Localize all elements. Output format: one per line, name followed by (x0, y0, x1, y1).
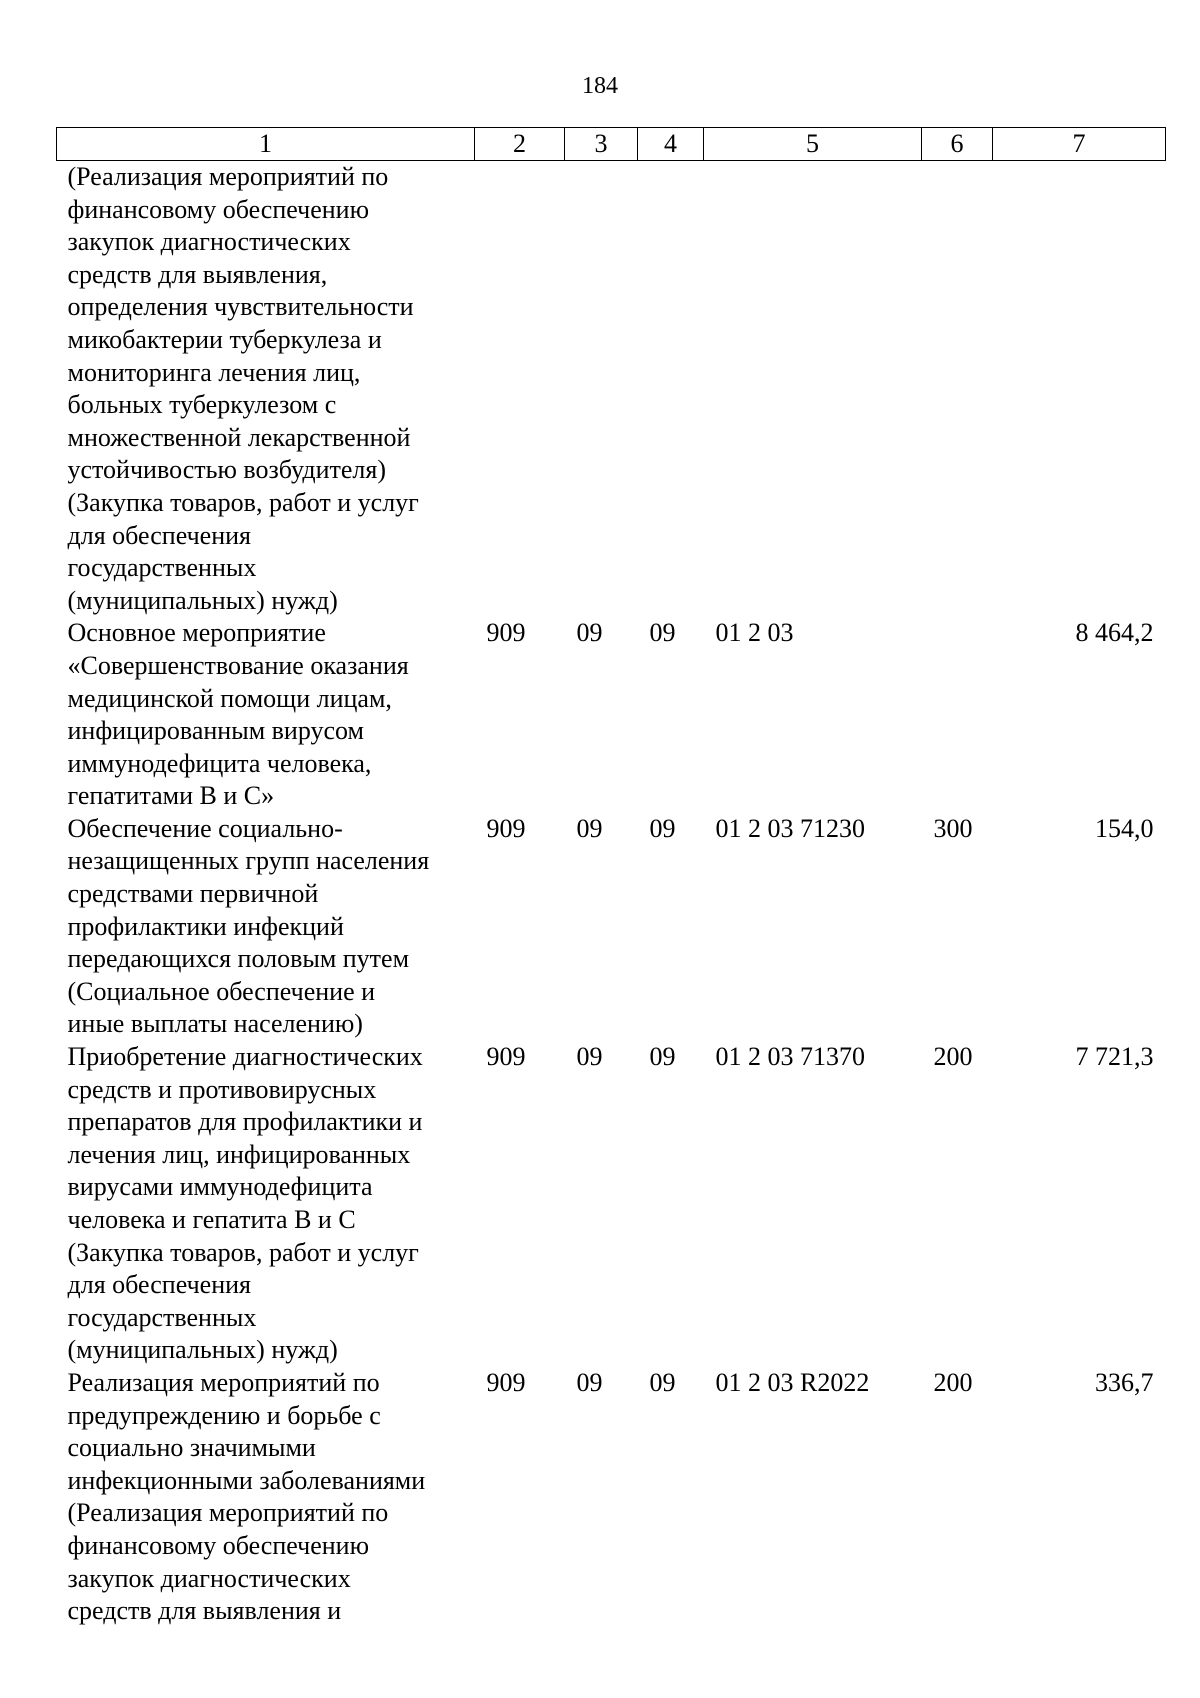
description-line: Обеспечение социально- (67, 813, 343, 843)
description-line: закупок диагностических (67, 227, 351, 257)
description-line: незащищенных групп населения (67, 846, 430, 876)
section-code: 09 (576, 618, 603, 648)
description-line: множественной лекарственной (67, 422, 411, 452)
section-code: 09 (576, 1367, 603, 1397)
description-line: мониторинга лечения лиц, (67, 357, 361, 387)
subsection-code: 09 (649, 1367, 676, 1397)
description-line: «Совершенствование оказания (67, 650, 409, 680)
target-article-code: 01 2 03 71370 (715, 1042, 865, 1072)
section-code: 09 (576, 1042, 603, 1072)
subsection-code: 09 (649, 618, 676, 648)
ministry-code: 909 (486, 1367, 526, 1397)
page-number: 184 (582, 73, 618, 99)
table-row (57, 1041, 1166, 1367)
subsection-code: 09 (649, 813, 676, 843)
description-line: гепатитами В и С» (67, 781, 275, 811)
description-line: (Закупка товаров, работ и услуг (67, 487, 419, 517)
header-col-7: 7 (993, 128, 1166, 161)
row-description (57, 1041, 475, 1367)
description-line: социально значимыми (67, 1433, 316, 1463)
expense-type-code (922, 617, 993, 813)
row-description (57, 161, 475, 618)
description-line: средств для выявления, (67, 259, 328, 289)
description-line: (муниципальных) нужд) (67, 585, 338, 615)
budget-table (56, 127, 1166, 1628)
description-line: (Социальное обеспечение и (67, 976, 376, 1006)
ministry-code (475, 161, 565, 618)
expense-type-code: 200 (933, 1367, 973, 1397)
expense-type-code: 300 (933, 813, 973, 843)
amount: 336,7 (1095, 1367, 1154, 1397)
description-line: (Реализация мероприятий по (67, 1498, 389, 1528)
description-line: определения чувствительности (67, 292, 414, 322)
header-col-6: 6 (922, 128, 993, 161)
ministry-code: 909 (486, 1042, 526, 1072)
description-line: (Закупка товаров, работ и услуг (67, 1237, 419, 1267)
header-col-4: 4 (638, 128, 704, 161)
amount: 154,0 (1095, 813, 1154, 843)
description-line: Основное мероприятие (67, 618, 326, 648)
row-description (57, 617, 475, 813)
description-line: инфекционными заболеваниями (67, 1465, 426, 1495)
description-line: средствами первичной (67, 879, 319, 909)
target-article-code (704, 161, 922, 618)
description-line: (Реализация мероприятий по (67, 162, 389, 191)
amount (993, 161, 1166, 618)
description-line: государственных (67, 553, 257, 583)
row-description (57, 1367, 475, 1628)
description-line: (муниципальных) нужд) (67, 1335, 338, 1365)
description-line: медицинской помощи лицам, (67, 683, 392, 713)
description-line: средств для выявления и (67, 1596, 342, 1626)
target-article-code: 01 2 03 (715, 618, 794, 648)
description-line: иные выплаты населению) (67, 1009, 363, 1039)
description-line: микобактерии туберкулеза и (67, 324, 382, 354)
expense-type-code: 200 (933, 1042, 973, 1072)
description-line: лечения лиц, инфицированных (67, 1139, 411, 1169)
description-line: передающихся половым путем (67, 944, 410, 974)
description-line: человека и гепатита В и С (67, 1205, 356, 1234)
description-line: для обеспечения (67, 520, 251, 550)
description-line: устойчивостью возбудителя) (67, 455, 386, 485)
description-line: предупреждению и борьбе с (67, 1400, 381, 1430)
description-line: для обеспечения (67, 1270, 251, 1300)
description-line: препаратов для профилактики и (67, 1107, 423, 1137)
description-line: профилактики инфекций (67, 911, 344, 941)
description-line: вирусами иммунодефицита (67, 1172, 373, 1202)
header-col-5: 5 (704, 128, 922, 161)
description-line: инфицированным вирусом (67, 716, 364, 746)
ministry-code: 909 (486, 618, 526, 648)
table-row (57, 617, 1166, 813)
description-line: средств и противовирусных (67, 1074, 377, 1104)
header-col-3: 3 (565, 128, 638, 161)
header-col-1: 1 (57, 128, 475, 161)
description-line: Приобретение диагностических (67, 1042, 423, 1072)
section-code (565, 161, 638, 618)
ministry-code: 909 (486, 813, 526, 843)
header-row (57, 128, 1166, 161)
table-header (57, 128, 1166, 161)
amount: 7 721,3 (1075, 1042, 1154, 1072)
target-article-code: 01 2 03 71230 (715, 813, 865, 843)
description-line: закупок диагностических (67, 1563, 351, 1593)
description-line: финансовому обеспечению (67, 194, 370, 224)
table-row (57, 161, 1166, 618)
header-col-2: 2 (475, 128, 565, 161)
table-row (57, 1367, 1166, 1628)
subsection-code (638, 161, 704, 618)
amount: 8 464,2 (1075, 618, 1154, 648)
table-row (57, 813, 1166, 1041)
row-description (57, 813, 475, 1041)
table-body (57, 161, 1166, 1628)
description-line: больных туберкулезом с (67, 390, 337, 420)
description-line: иммунодефицита человека, (67, 748, 372, 778)
description-line: государственных (67, 1302, 257, 1332)
subsection-code: 09 (649, 1042, 676, 1072)
section-code: 09 (576, 813, 603, 843)
description-line: Реализация мероприятий по (67, 1367, 380, 1397)
expense-type-code (922, 161, 993, 618)
target-article-code: 01 2 03 R2022 (715, 1367, 870, 1397)
description-line: финансовому обеспечению (67, 1530, 370, 1560)
